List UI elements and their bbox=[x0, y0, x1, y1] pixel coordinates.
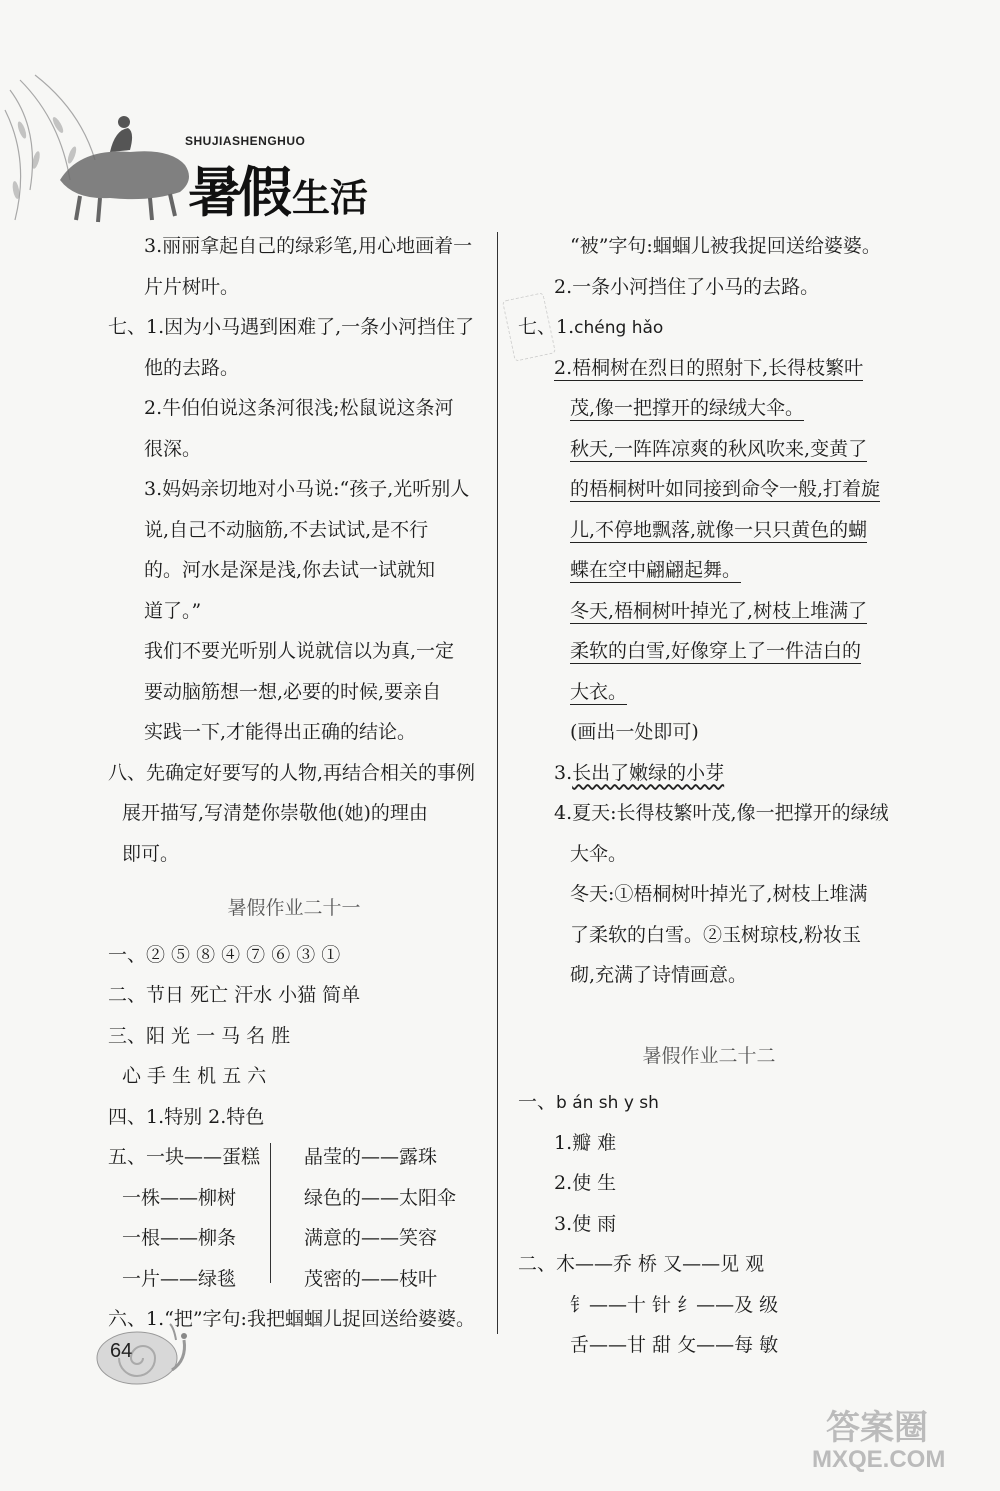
underlined-text: 儿,不停地飘落,就像一只只黄色的蝴 bbox=[570, 518, 868, 541]
answer-line bbox=[518, 591, 900, 632]
brand-pinyin: SHUJIASHENGHUO bbox=[185, 134, 306, 148]
matching-table bbox=[108, 1137, 480, 1299]
underlined-text: 秋天,一阵阵凉爽的秋风吹来,变黄了 bbox=[570, 437, 868, 460]
underlined-text: 大衣。 bbox=[570, 680, 628, 703]
answer-line: 砌,充满了诗情画意。 bbox=[570, 964, 748, 986]
answer-line: 一、② ⑤ ⑧ ④ ⑦ ⑥ ③ ① bbox=[108, 943, 341, 966]
left-column bbox=[108, 226, 480, 1340]
match-item: 一片——绿毯 bbox=[122, 1267, 237, 1290]
answer-line: 舌——甘 甜 攵——每 敏 bbox=[570, 1334, 779, 1356]
wavy-underlined-text: 长出了嫩绿的小芽 bbox=[572, 761, 725, 784]
section-title: 暑假作业二十一 bbox=[227, 897, 361, 919]
answer-line: 道了。” bbox=[144, 599, 202, 622]
answer-line: 了柔软的白雪。②玉树琼枝,粉妆玉 bbox=[570, 923, 862, 946]
answer-line: 2.使 生 bbox=[554, 1172, 617, 1194]
answer-line: (画出一处即可) bbox=[570, 721, 699, 743]
answer-line bbox=[518, 388, 900, 429]
answer-line: 我们不要光听别人说就信以为真,一定 bbox=[144, 640, 455, 662]
pinyin-answer: chéng hǎo bbox=[574, 318, 664, 338]
answer-line: 3.丽丽拿起自己的绿彩笔,用心地画着一 bbox=[144, 235, 473, 257]
answer-line: 4.夏天:长得枝繁叶茂,像一把撑开的绿绒 bbox=[554, 802, 889, 824]
match-item: 茂密的——枝叶 bbox=[304, 1267, 438, 1290]
answer-line bbox=[518, 348, 900, 389]
matching-right-column bbox=[304, 1137, 456, 1299]
answer-line: 他的去路。 bbox=[144, 356, 240, 379]
answer-line: 3.妈妈亲切地对小马说:“孩子,光听别人 bbox=[144, 478, 470, 500]
answer-line: 的。河水是深是浅,你去试一试就知 bbox=[144, 559, 436, 581]
answer-line: 很深。 bbox=[144, 437, 202, 460]
match-item: 一根——柳条 bbox=[122, 1227, 237, 1249]
answer-line: 2.一条小河挡住了小马的去路。 bbox=[554, 275, 820, 298]
answer-prefix: 一、 bbox=[518, 1091, 557, 1113]
answer-line: 钅——十 针 纟——及 级 bbox=[570, 1293, 779, 1316]
answer-line: 七、1.因为小马遇到困难了,一条小河挡住了 bbox=[108, 316, 475, 338]
match-item: 晶莹的——露珠 bbox=[304, 1146, 438, 1168]
answer-line: 展开描写,写清楚你崇敬他(她)的理由 bbox=[122, 802, 428, 824]
section-title: 暑假作业二十二 bbox=[642, 1044, 776, 1067]
answer-line: 说,自己不动脑筋,不去试试,是不行 bbox=[144, 518, 429, 541]
answer-line: 1.瓣 难 bbox=[554, 1131, 617, 1154]
column-divider bbox=[497, 232, 498, 1334]
answer-line: 要动脑筋想一想,必要的时候,要亲自 bbox=[144, 680, 442, 703]
underlined-text: 柔软的白雪,好像穿上了一件洁白的 bbox=[570, 640, 862, 662]
brand-title-sub: 生活 bbox=[292, 175, 369, 220]
watermark-url: MXQE.COM bbox=[812, 1446, 946, 1473]
answer-line: 大伞。 bbox=[570, 842, 628, 865]
answer-line bbox=[518, 672, 900, 713]
answer-line: “被”字句:蝈蝈儿被我捉回送给婆婆。 bbox=[570, 235, 881, 257]
underlined-text: 蝶在空中翩翩起舞。 bbox=[570, 559, 742, 581]
matching-divider bbox=[270, 1143, 271, 1283]
underlined-text: 的梧桐树叶如同接到命令一般,打着旋 bbox=[570, 478, 881, 500]
underlined-text: 冬天,梧桐树叶掉光了,树枝上堆满了 bbox=[570, 599, 868, 622]
underlined-text: 茂,像一把撑开的绿绒大伞。 bbox=[570, 397, 805, 419]
answer-line: 二、木——乔 桥 又——见 观 bbox=[518, 1253, 765, 1275]
pinyin-answer: b án sh y sh bbox=[556, 1093, 659, 1113]
answer-line: 二、节日 死亡 汗水 小猫 简单 bbox=[108, 984, 361, 1006]
answer-line: 六、1.“把”字句:我把蝈蝈儿捉回送给婆婆。 bbox=[108, 1308, 475, 1330]
brand-title-main: 暑假 bbox=[188, 160, 288, 224]
answer-line: 2.牛伯伯说这条河很浅;松鼠说这条河 bbox=[144, 397, 454, 419]
answer-line bbox=[518, 307, 900, 348]
match-item: 绿色的——太阳伞 bbox=[304, 1186, 457, 1209]
page-number: 64 bbox=[110, 1340, 133, 1362]
answer-line bbox=[518, 510, 900, 551]
answer-line bbox=[518, 1082, 900, 1123]
brand-title bbox=[188, 150, 368, 227]
answer-line bbox=[518, 631, 900, 672]
match-item: 一株——柳树 bbox=[122, 1186, 237, 1209]
answer-line: 片片树叶。 bbox=[144, 275, 240, 298]
answer-line: 八、先确定好要写的人物,再结合相关的事例 bbox=[108, 761, 476, 784]
watermark-logo: 答案圈 bbox=[826, 1408, 928, 1448]
answer-line: 三、阳 光 一 马 名 胜 bbox=[108, 1024, 291, 1047]
answer-line bbox=[518, 550, 900, 591]
match-item: 满意的——笑容 bbox=[304, 1227, 438, 1249]
answer-line bbox=[518, 469, 900, 510]
match-item: 五、一块——蛋糕 bbox=[108, 1146, 261, 1168]
answer-line: 四、1.特别 2.特色 bbox=[108, 1105, 265, 1128]
matching-left-column bbox=[108, 1137, 260, 1299]
answer-line: 3.使 雨 bbox=[554, 1212, 617, 1235]
answer-prefix: 七、1. bbox=[518, 316, 575, 338]
snail-icon bbox=[92, 1310, 202, 1390]
answer-prefix: 3. bbox=[554, 761, 573, 784]
answer-line: 冬天:①梧桐树叶掉光了,树枝上堆满 bbox=[570, 883, 868, 905]
answer-line: 实践一下,才能得出正确的结论。 bbox=[144, 721, 417, 743]
answer-line bbox=[518, 429, 900, 470]
underlined-text: 2.梧桐树在烈日的照射下,长得枝繁叶 bbox=[554, 356, 864, 379]
answer-line: 心 手 生 机 五 六 bbox=[122, 1065, 267, 1087]
answer-line: 即可。 bbox=[122, 842, 180, 865]
answer-line bbox=[518, 753, 900, 794]
right-column bbox=[518, 226, 900, 1366]
